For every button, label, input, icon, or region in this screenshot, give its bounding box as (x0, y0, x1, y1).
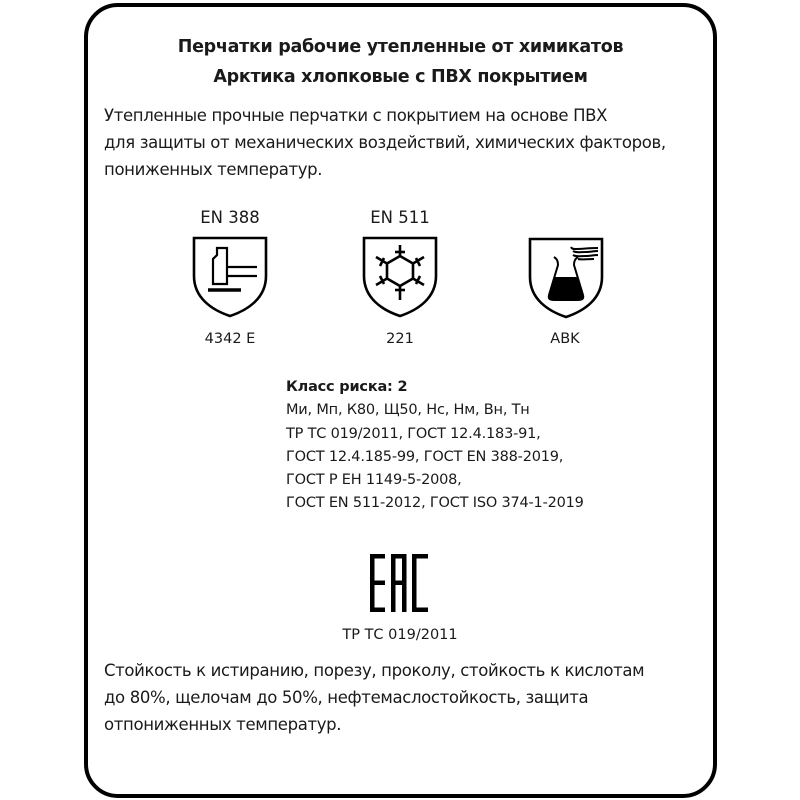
eac-certification-logo (368, 552, 430, 614)
summary-line: отпониженных температур. (104, 715, 342, 734)
standard-code-en511: 221 (386, 331, 414, 347)
summary-line: Стойкость к истиранию, порезу, проколу, стойкость к кислотам (104, 661, 645, 680)
summary-line: до 80%, щелочам до 50%, нефтемаслостойкость, защита (104, 688, 589, 707)
product-title-line-1: Перчатки рабочие утепленные от химикатов (177, 37, 624, 57)
standard-code-en388: 4342 E (204, 331, 256, 347)
standard-label-en388: EN 388 (200, 208, 260, 227)
chemical-flask-shield-icon (528, 237, 604, 319)
description-line: Утепленные прочные перчатки с покрытием на основе ПВХ (104, 106, 608, 125)
specifications-block (286, 376, 584, 516)
eac-caption: ТР ТС 019/2011 (342, 627, 458, 643)
standard-code-chemical: ABK (550, 331, 580, 347)
spec-line: Ми, Мп, К80, Щ50, Нс, Нм, Вн, Тн (286, 402, 530, 419)
mechanical-hazard-shield-icon (192, 236, 268, 318)
product-title-line-2: Арктика хлопковые с ПВХ покрытием (213, 67, 588, 87)
spec-line: ГОСТ 12.4.185-99, ГОСТ EN 388-2019, (286, 448, 564, 465)
spec-line: ГОСТ Р ЕН 1149-5-2008, (286, 472, 462, 489)
spec-line: ГОСТ EN 511-2012, ГОСТ ISO 374-1-2019 (286, 495, 584, 512)
description-line: для защиты от механических воздействий, химических факторов, (104, 133, 666, 152)
cold-snowflake-shield-icon (362, 236, 438, 318)
product-description (104, 102, 666, 183)
description-line: пониженных температур. (104, 160, 323, 179)
standard-label-en511: EN 511 (370, 208, 430, 227)
properties-summary (104, 657, 644, 738)
spec-line: ТР ТС 019/2011, ГОСТ 12.4.183-91, (286, 425, 541, 442)
risk-class: Класс риска: 2 (286, 379, 408, 395)
